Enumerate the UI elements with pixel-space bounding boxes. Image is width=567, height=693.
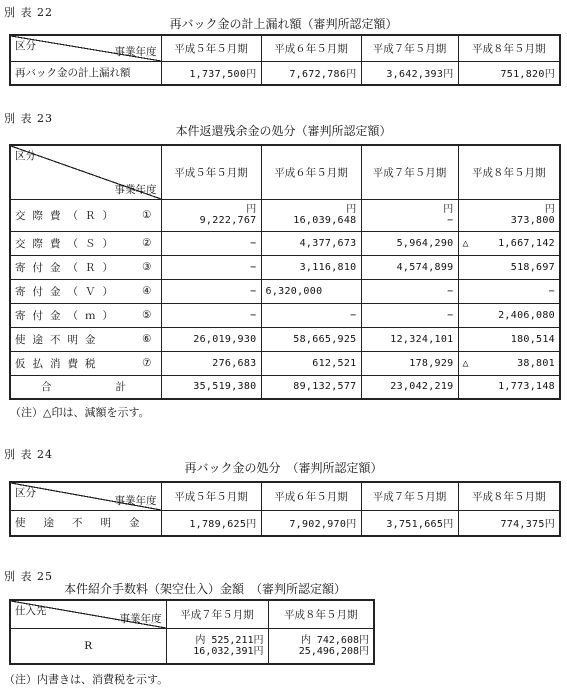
table22-cell: 1,737,500円 [161,61,261,85]
table25-label: 別 表 25 [4,570,53,583]
table24-period-header: 平成５年５月期 [161,482,261,510]
table25 [9,599,375,665]
table23-period-header: 平成７年５月期 [361,145,458,199]
table25-period-header: 平成８年５月期 [268,600,374,628]
table25-period-header: 平成７年５月期 [166,600,268,628]
table23-cell: 6,320,000 [261,279,361,303]
table24-header-corner: 区分 事業年度 [10,482,161,510]
table23-cell: 円 16,039,648 [261,199,361,231]
table22-cell: 751,820円 [458,61,560,85]
table22-label: 別 表 22 [4,6,53,19]
table23-cell: 12,324,101 [361,327,458,351]
table23-row-label: 寄付金（Ｖ） [10,279,133,303]
table25-note: （注）内書きは、消費税を示す。 [4,673,169,686]
table23-period-header: 平成８年５月期 [458,145,560,199]
table23-title: 本件返還残余金の処分（審判所認定額） [175,124,392,138]
table23-cell: 612,521 [261,351,361,375]
table23 [9,144,561,400]
table23-total-cell: 89,132,577 [261,375,361,399]
table23-cell: 58,665,925 [261,327,361,351]
table23-total-cell: 23,042,219 [361,375,458,399]
table23-cell: 円 373,800 [458,199,560,231]
table23-period-header: 平成６年５月期 [261,145,361,199]
table23-cell: − [161,279,261,303]
table23-row-number: ① [133,199,161,231]
table23-cell: − [361,303,458,327]
decrease-marker: △ [462,237,469,249]
table23-label: 別 表 23 [4,112,53,125]
table23-row-number: ③ [133,255,161,279]
table23-cell: 3,116,810 [261,255,361,279]
table23-row-label: 寄付金（Ｒ） [10,255,133,279]
table22-period-header: 平成８年５月期 [458,35,560,61]
table22-cell: 3,642,393円 [361,61,458,85]
table25-cell: 内 742,608円 25,496,208円 [268,628,374,664]
table23-cell: 26,019,930 [161,327,261,351]
table24-cell: 3,751,665円 [361,510,458,536]
table22-header-corner: 区分 事業年度 [10,35,161,61]
table23-cell: △ 1,667,142 [458,231,560,255]
table23-cell: − [161,231,261,255]
table23-cell: 4,574,899 [361,255,458,279]
table23-row-number: ② [133,231,161,255]
table25-header-corner: 仕入先 事業年度 [10,600,166,628]
table23-cell: − [458,279,560,303]
table25-row-label: R [10,628,166,664]
table23-total-cell: 35,519,380 [161,375,261,399]
table22-period-header: 平成６年５月期 [261,35,361,61]
table23-total-cell: 1,773,148 [458,375,560,399]
table23-total-label: 合 計 [10,375,161,399]
table23-cell: 180,514 [458,327,560,351]
table23-row-number: ⑤ [133,303,161,327]
table22-cell: 7,672,786円 [261,61,361,85]
table23-cell: 4,377,673 [261,231,361,255]
table23-header-corner: 区分 事業年度 [10,145,161,199]
table23-row-number: ⑦ [133,351,161,375]
table23-cell: 2,406,080 [458,303,560,327]
table24-period-header: 平成８年５月期 [458,482,560,510]
table22 [9,34,561,86]
table23-cell: 518,697 [458,255,560,279]
table23-row-number: ⑥ [133,327,161,351]
table25-title: 本件紹介手数料（架空仕入）金額 （審判所認定額） [64,582,347,596]
table23-cell: − [361,279,458,303]
table23-period-header: 平成５年５月期 [161,145,261,199]
table23-row-label: 仮払消費税 [10,351,133,375]
table23-cell: − [161,255,261,279]
table23-cell: − [261,303,361,327]
table23-cell: 円 − [361,199,458,231]
table24-label: 別 表 24 [4,448,53,461]
table23-note: （注）△印は、減額を示す。 [10,406,150,419]
table25-cell: 内 525,211円 16,032,391円 [166,628,268,664]
table24-cell: 1,789,625円 [161,510,261,536]
table24-title: 再バック金の処分 （審判所認定額） [184,461,383,475]
table24-row-label: 使途不明金 [10,510,161,536]
table23-row-label: 交際費（Ｒ） [10,199,133,231]
table23-cell: 円 9,222,767 [161,199,261,231]
table23-row-label: 交際費（Ｓ） [10,231,133,255]
table22-period-header: 平成７年５月期 [361,35,458,61]
table23-row-label: 寄付金（ｍ） [10,303,133,327]
table24-cell: 7,902,970円 [261,510,361,536]
table23-row-label: 使途不明金 [10,327,133,351]
table22-row-label: 再バック金の計上漏れ額 [10,61,161,85]
table23-cell: − [161,303,261,327]
table24-period-header: 平成７年５月期 [361,482,458,510]
table23-cell: 276,683 [161,351,261,375]
table22-period-header: 平成５年５月期 [161,35,261,61]
table23-cell: △ 38,801 [458,351,560,375]
table22-title: 再バック金の計上漏れ額（審判所認定額） [169,17,398,31]
table24 [9,481,561,537]
table23-row-number: ④ [133,279,161,303]
table24-period-header: 平成６年５月期 [261,482,361,510]
decrease-marker: △ [462,357,469,369]
table23-cell: 5,964,290 [361,231,458,255]
table23-cell: 178,929 [361,351,458,375]
table24-cell: 774,375円 [458,510,560,536]
